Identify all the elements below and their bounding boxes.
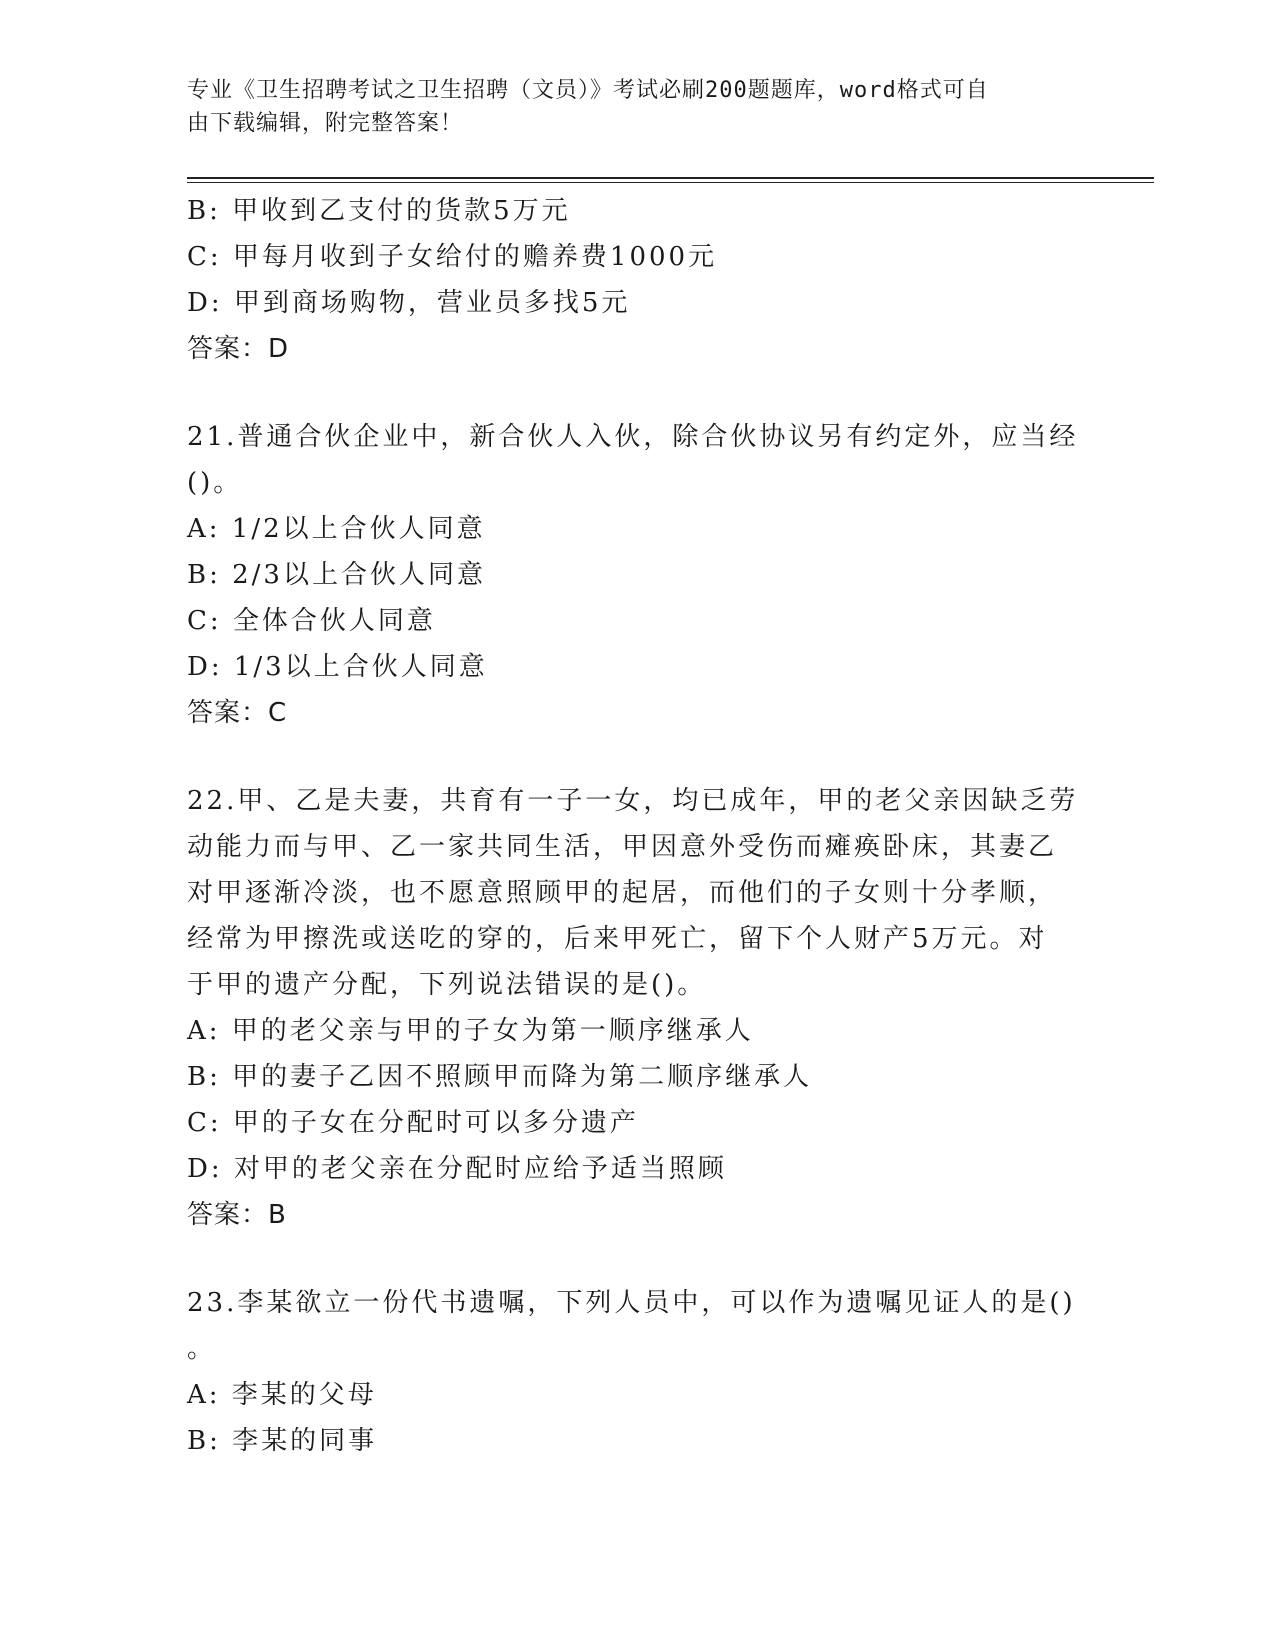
answer: 答案：D [187, 334, 290, 364]
question-text-line: 22.甲、乙是夫妻，共育有一子一女，均已成年，甲的老父亲因缺乏劳 [187, 786, 1079, 816]
question-text-line: 经常为甲擦洗或送吃的穿的，后来甲死亡，留下个人财产5万元。对 [187, 924, 1048, 954]
option-d: D: 对甲的老父亲在分配时应给予适当照顾 [187, 1154, 727, 1184]
question-gap [187, 736, 1077, 778]
answer: 答案：C [187, 698, 288, 728]
option-d: D: 甲到商场购物，营业员多找5元 [187, 288, 631, 318]
header-rule [187, 177, 1154, 179]
question-22 [187, 778, 1077, 1238]
option-c: C: 甲每月收到子女给付的赡养费1000元 [187, 242, 718, 272]
question-text-line: 21.普通合伙企业中，新合伙人入伙，除合伙协议另有约定外，应当经 [187, 422, 1079, 452]
question-text-line: 。 [187, 1334, 217, 1364]
option-a: A: 李某的父母 [187, 1380, 377, 1410]
option-d: D: 1/3以上合伙人同意 [187, 652, 488, 682]
option-a: A: 甲的老父亲与甲的子女为第一顺序继承人 [187, 1016, 754, 1046]
document-header [187, 74, 1067, 140]
document-body [187, 188, 1077, 1464]
question-text-line: ()。 [187, 468, 243, 498]
header-line-1: 专业《卫生招聘考试之卫生招聘（文员）》考试必刷200题题库，word格式可自 [187, 78, 989, 103]
option-b: B: 李某的同事 [187, 1426, 378, 1456]
header-line-2: 由下载编辑，附完整答案！ [187, 111, 464, 136]
question-text-line: 对甲逐渐冷淡，也不愿意照顾甲的起居，而他们的子女则十分孝顺， [187, 878, 1058, 908]
question-20-tail [187, 188, 1077, 372]
question-text-line: 23.李某欲立一份代书遗嘱，下列人员中，可以作为遗嘱见证人的是() [187, 1288, 1076, 1318]
question-23 [187, 1280, 1077, 1464]
option-b: B: 甲的妻子乙因不照顾甲而降为第二顺序继承人 [187, 1062, 813, 1092]
option-a: A: 1/2以上合伙人同意 [187, 514, 486, 544]
option-c: C: 全体合伙人同意 [187, 606, 436, 636]
question-21 [187, 414, 1077, 736]
option-b: B: 甲收到乙支付的货款5万元 [187, 196, 571, 226]
option-b: B: 2/3以上合伙人同意 [187, 560, 486, 590]
option-c: C: 甲的子女在分配时可以多分遗产 [187, 1108, 639, 1138]
answer: 答案：B [187, 1200, 287, 1230]
question-text-line: 动能力而与甲、乙一家共同生活，甲因意外受伤而瘫痪卧床，其妻乙 [187, 832, 1058, 862]
question-gap [187, 372, 1077, 414]
header-rule-thin [187, 182, 1154, 183]
question-text-line: 于甲的遗产分配，下列说法错误的是()。 [187, 970, 707, 1000]
question-gap [187, 1238, 1077, 1280]
